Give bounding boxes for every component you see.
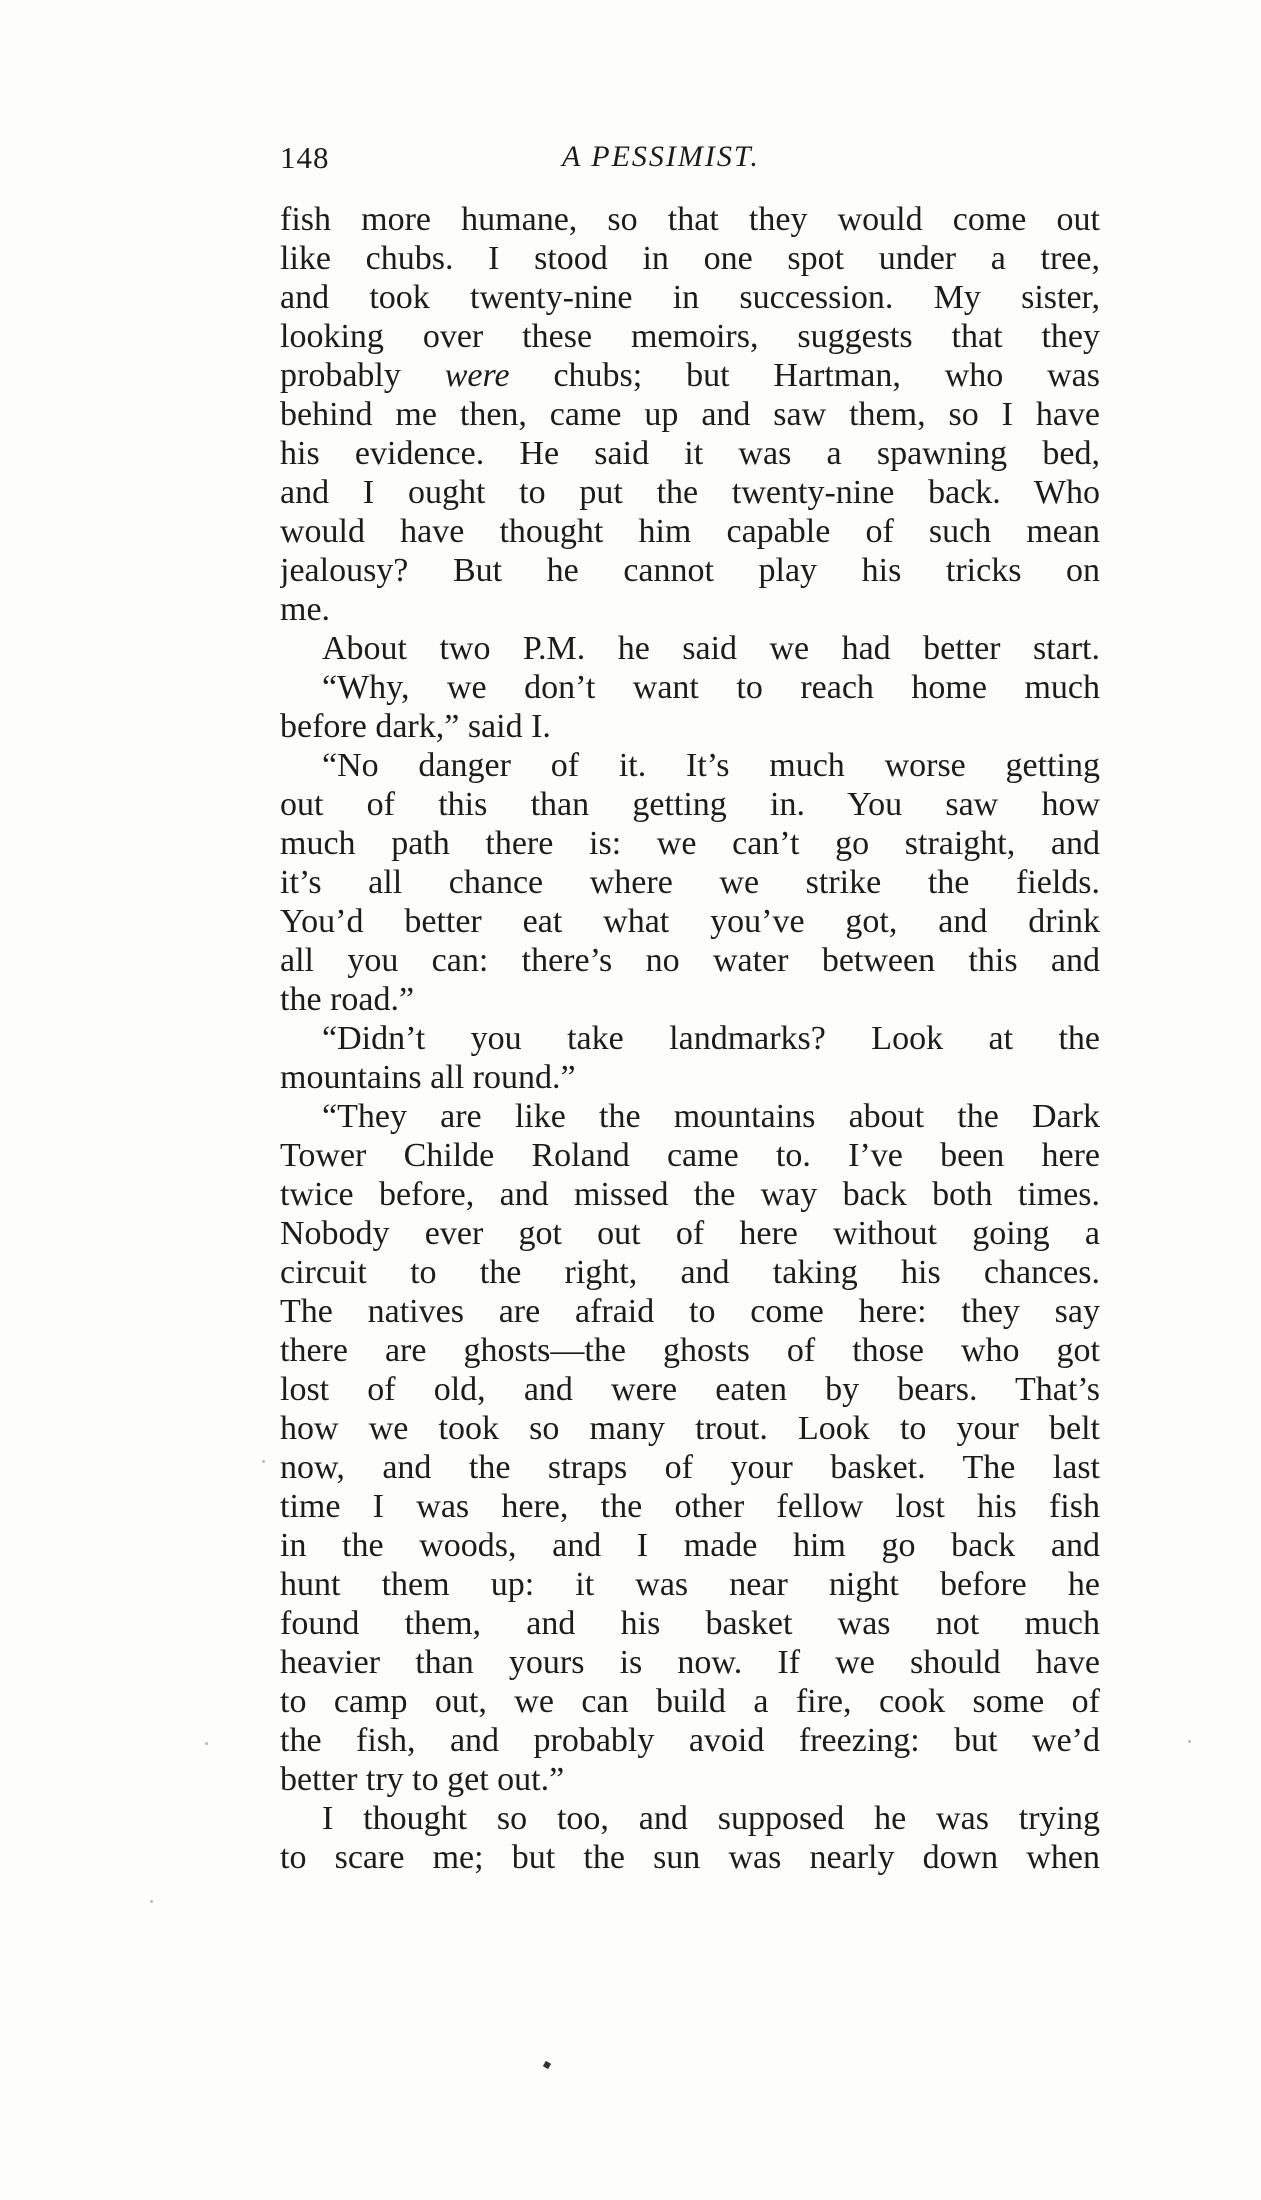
text-line: how we took so many trout. Look to your belt <box>280 1410 1100 1447</box>
text-line: in the woods, and I made him go back and <box>280 1527 1100 1564</box>
text-line: it’s all chance where we strike the fields. <box>280 864 1100 901</box>
text-line: Nobody ever got out of here without going a <box>280 1215 1100 1252</box>
text-line: The natives are afraid to come here: they say <box>280 1293 1100 1330</box>
text-segment: chubs; but Hartman, who was <box>509 357 1100 394</box>
text-line: behind me then, came up and saw them, so I have <box>280 396 1100 433</box>
paper-speck <box>205 1742 208 1745</box>
text-line: mountains all round.” <box>280 1059 576 1096</box>
paper-speck <box>1188 1740 1191 1743</box>
text-line: and I ought to put the twenty-nine back. Who <box>280 474 1100 511</box>
text-line: twice before, and missed the way back both times. <box>280 1176 1100 1213</box>
text-line: to scare me; but the sun was nearly down when <box>280 1839 1100 1876</box>
running-head: A PESSIMIST. <box>562 140 760 173</box>
text-line: better try to get out.” <box>280 1761 565 1798</box>
text-line: circuit to the right, and taking his chances. <box>280 1254 1100 1291</box>
text-line: the fish, and probably avoid freezing: but we’d <box>280 1722 1100 1759</box>
text-line: lost of old, and were eaten by bears. That’s <box>280 1371 1100 1408</box>
text-line: “Didn’t you take landmarks? Look at the <box>322 1020 1100 1057</box>
text-line: to camp out, we can build a fire, cook some of <box>280 1683 1100 1720</box>
text-line: “They are like the mountains about the Dark <box>322 1098 1100 1135</box>
text-line: hunt them up: it was near night before he <box>280 1566 1100 1603</box>
paper-speck <box>262 1460 265 1463</box>
text-line: the road.” <box>280 981 415 1018</box>
text-line: now, and the straps of your basket. The last <box>280 1449 1100 1486</box>
text-line: I thought so too, and supposed he was trying <box>322 1800 1100 1837</box>
text-line: would have thought him capable of such mean <box>280 513 1100 550</box>
text-line: found them, and his basket was not much <box>280 1605 1100 1642</box>
page-header <box>280 140 1100 186</box>
text-line: there are ghosts—the ghosts of those who got <box>280 1332 1100 1369</box>
page-number: 148 <box>280 140 330 175</box>
text-line: jealousy? But he cannot play his tricks on <box>280 552 1100 589</box>
text-line: before dark,” said I. <box>280 708 551 745</box>
text-line: looking over these memoirs, suggests that they <box>280 318 1100 355</box>
text-line: me. <box>280 591 331 628</box>
text-line: his evidence. He said it was a spawning bed, <box>280 435 1100 472</box>
body-text <box>280 200 1100 1877</box>
paper-speck <box>150 1900 153 1903</box>
text-line: “No danger of it. It’s much worse getting <box>322 747 1100 784</box>
text-line: About two P.M. he said we had better start. <box>322 630 1100 667</box>
text-line: out of this than getting in. You saw how <box>280 786 1100 823</box>
text-line: “Why, we don’t want to reach home much <box>322 669 1100 706</box>
text-line: all you can: there’s no water between this and <box>280 942 1100 979</box>
text-line: time I was here, the other fellow lost his fish <box>280 1488 1100 1525</box>
text-line <box>280 356 1100 395</box>
ink-mark <box>543 2061 551 2069</box>
text-line: heavier than yours is now. If we should have <box>280 1644 1100 1681</box>
text-line: much path there is: we can’t go straight, and <box>280 825 1100 862</box>
text-line: Tower Childe Roland came to. I’ve been here <box>280 1137 1100 1174</box>
text-segment: probably <box>280 357 445 394</box>
text-line: and took twenty-nine in succession. My sister, <box>280 279 1100 316</box>
text-line: You’d better eat what you’ve got, and drink <box>280 903 1100 940</box>
italic-word: were <box>444 357 510 394</box>
text-line: like chubs. I stood in one spot under a tree, <box>280 240 1100 277</box>
text-line: fish more humane, so that they would come out <box>280 201 1100 238</box>
